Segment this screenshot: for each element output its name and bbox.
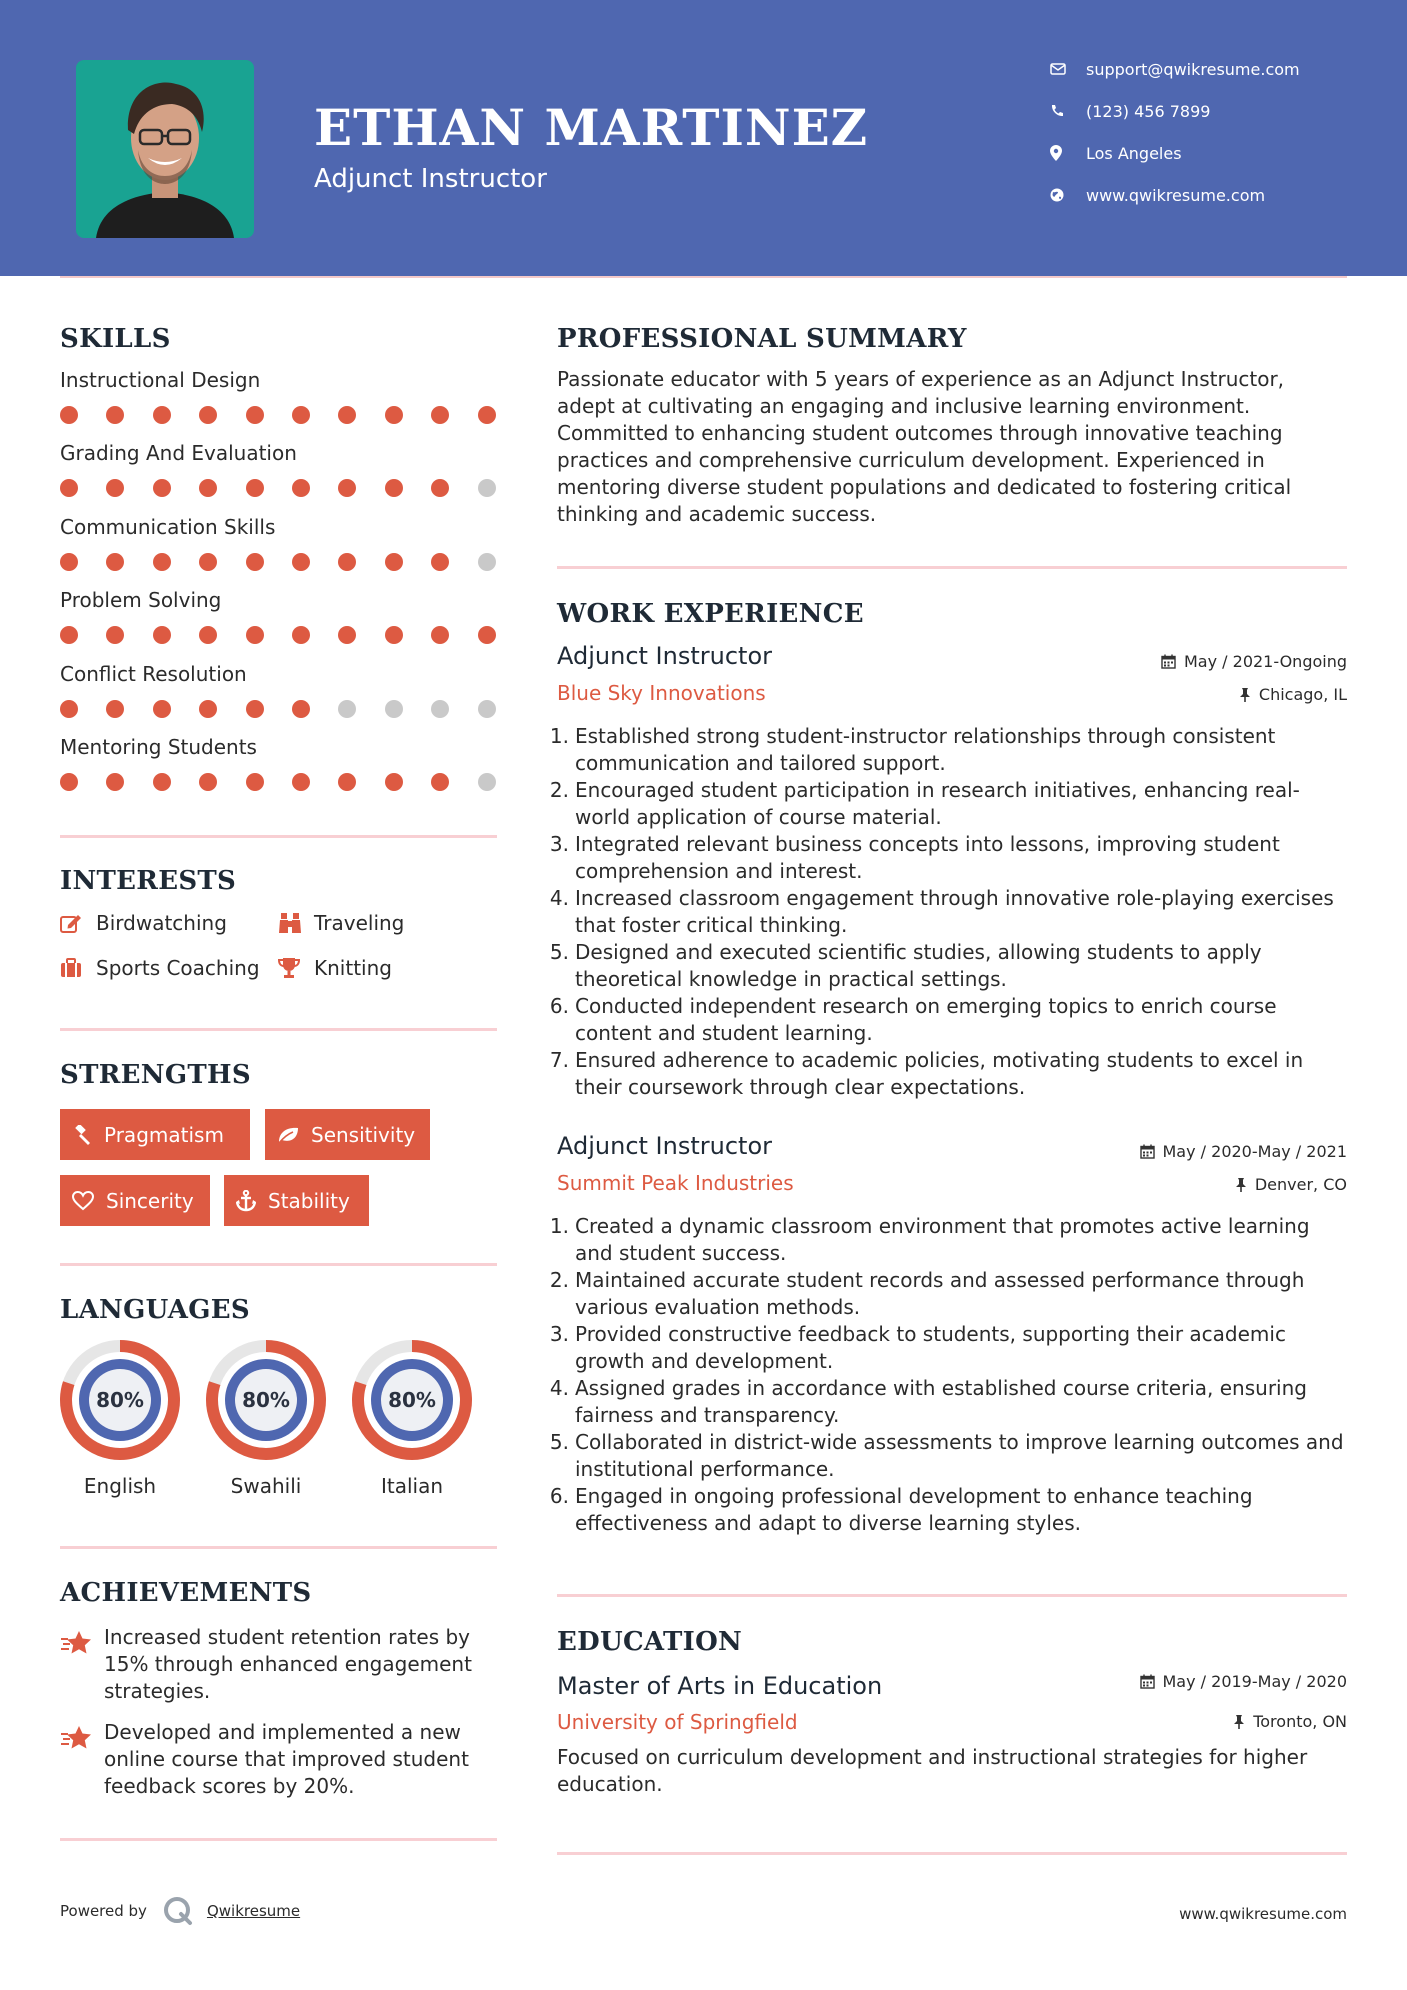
rating-dot-filled (60, 406, 78, 424)
candidate-name: ETHAN MARTINEZ (314, 98, 869, 157)
skill-label: Grading And Evaluation (60, 441, 297, 466)
rating-dot-filled (153, 406, 171, 424)
rating-dot-filled (478, 626, 496, 644)
map-pin-icon (1050, 145, 1086, 161)
bullet-number: 4. (549, 1376, 569, 1400)
language-percent: 80% (96, 1388, 144, 1412)
skill-label: Problem Solving (60, 588, 222, 613)
header-divider (60, 276, 1347, 278)
rating-dot-filled (246, 553, 264, 571)
calendar-icon (1140, 1144, 1155, 1159)
rating-dot-filled (385, 406, 403, 424)
language-gauge (60, 1340, 180, 1464)
bullet-number: 1. (549, 1214, 569, 1238)
skills-heading: SKILLS (60, 324, 171, 354)
bullet-text: Increased classroom engagement through innovative role-playing exercises that foster critical thinking. (575, 886, 1334, 937)
star-icon (60, 1624, 104, 1705)
language-name: Swahili (230, 1474, 302, 1498)
bullet-text: Encouraged student participation in research initiatives, enhancing real-world application of course material. (575, 778, 1300, 829)
contact-website[interactable] (1050, 180, 1380, 210)
section-divider (60, 1838, 497, 1841)
envelope-icon (1050, 63, 1086, 75)
rating-dot-filled (246, 406, 264, 424)
bullet-text: Ensured adherence to academic policies, motivating students to excel in their coursework through clear expectations. (575, 1048, 1304, 1099)
bullet-number: 6. (549, 1484, 569, 1508)
section-divider (60, 1028, 497, 1031)
rating-dot-filled (292, 479, 310, 497)
skill-rating (60, 626, 496, 644)
bullet-text: Provided constructive feedback to students, supporting their academic growth and development. (575, 1322, 1286, 1373)
rating-dot-filled (246, 700, 264, 718)
language-name: Italian (380, 1474, 444, 1498)
rating-dot-filled (385, 479, 403, 497)
rating-dot-filled (292, 406, 310, 424)
bullet-number: 2. (549, 778, 569, 802)
skill-rating (60, 700, 496, 718)
skill-label: Mentoring Students (60, 735, 257, 759)
rating-dot-filled (60, 626, 78, 644)
interest-label: Sports Coaching (96, 956, 260, 980)
rating-dot-filled (199, 626, 217, 644)
job-bullet (548, 831, 1348, 885)
job-dates-text: May / 2020-May / 2021 (1162, 1142, 1347, 1161)
strength-label: Sincerity (106, 1188, 194, 1213)
education-dates (1140, 1672, 1348, 1691)
rating-dot-filled (106, 553, 124, 571)
job-bullets (548, 723, 1348, 1101)
rating-dot-empty (478, 479, 496, 497)
rating-dot-filled (431, 553, 449, 571)
rating-dot-filled (153, 626, 171, 644)
phone-text: (123) 456 7899 (1086, 101, 1211, 121)
rating-dot-filled (338, 406, 356, 424)
rating-dot-empty (431, 700, 449, 718)
bullet-number: 3. (549, 1322, 569, 1346)
calendar-icon (1161, 654, 1176, 669)
rating-dot-filled (431, 406, 449, 424)
rating-dot-filled (338, 773, 356, 791)
rating-dot-filled (106, 479, 124, 497)
rating-dot-filled (199, 479, 217, 497)
language-percent: 80% (242, 1388, 290, 1412)
rating-dot-filled (292, 773, 310, 791)
section-divider (60, 1546, 497, 1549)
section-divider (60, 835, 497, 838)
job-dates (1140, 1142, 1348, 1161)
rating-dot-filled (199, 773, 217, 791)
bullet-text: Created a dynamic classroom environment that promotes active learning and student success. (575, 1214, 1310, 1265)
education-location-text: Toronto, ON (1253, 1712, 1347, 1731)
skill-rating (60, 406, 496, 424)
bullet-text: Established strong student-instructor relationships through consistent communication and tailored support. (575, 724, 1276, 775)
bullet-text: Maintained accurate student records and assessed performance through various evaluation methods. (575, 1268, 1305, 1319)
job-bullets (548, 1213, 1348, 1537)
job-bullet (548, 1047, 1348, 1101)
strength-sensitivity (265, 1109, 430, 1160)
bullet-text: Engaged in ongoing professional development to enhance teaching effectiveness and adapt to diverse learning styles. (575, 1484, 1253, 1535)
section-divider (557, 1594, 1347, 1597)
calendar-icon (1140, 1674, 1155, 1689)
language-gauge (206, 1340, 326, 1464)
rating-dot-filled (199, 553, 217, 571)
job-bullet (548, 1213, 1348, 1267)
location-text: Los Angeles (1086, 143, 1182, 163)
qwikresume-logo-icon (163, 1896, 193, 1926)
rating-dot-filled (385, 773, 403, 791)
strength-stability (224, 1175, 369, 1226)
job-title: Adjunct Instructor (557, 642, 772, 670)
rating-dot-empty (478, 700, 496, 718)
school-name: University of Springfield (557, 1710, 798, 1734)
bullet-number: 5. (549, 940, 569, 964)
interest-sports-coaching (60, 956, 260, 980)
rating-dot-filled (431, 773, 449, 791)
job-bullet (548, 723, 1348, 777)
job-title: Adjunct Instructor (557, 1132, 772, 1160)
skill-rating (60, 773, 496, 791)
job-bullet (548, 1375, 1348, 1429)
rating-dot-filled (60, 700, 78, 718)
rating-dot-empty (385, 700, 403, 718)
job-bullet (548, 939, 1348, 993)
website-text: www.qwikresume.com (1086, 185, 1266, 205)
language-gauge (352, 1340, 472, 1464)
skill-label: Instructional Design (60, 368, 261, 392)
contact-location (1050, 138, 1380, 168)
binoculars-icon (278, 912, 314, 934)
header (0, 0, 1407, 276)
achievement-item (60, 1624, 500, 1705)
education-heading: EDUCATION (557, 1627, 743, 1657)
achievement-text: Increased student retention rates by 15% through enhanced engagement strategies. (104, 1625, 472, 1703)
rating-dot-filled (385, 626, 403, 644)
job-bullet (548, 1321, 1348, 1375)
strength-label: Stability (268, 1188, 350, 1213)
rating-dot-filled (106, 406, 124, 424)
rating-dot-filled (153, 700, 171, 718)
rating-dot-filled (106, 700, 124, 718)
pencil-square-icon (60, 913, 96, 933)
candidate-title: Adjunct Instructor (314, 164, 547, 194)
job-location-text: Chicago, IL (1258, 685, 1347, 704)
interests-heading: INTERESTS (60, 866, 237, 896)
company-name: Summit Peak Industries (557, 1171, 794, 1195)
pushpin-icon (1233, 1714, 1245, 1730)
education-description: Focused on curriculum development and instructional strategies for higher education. (557, 1745, 1308, 1796)
language-donut (60, 1340, 180, 1460)
interest-knitting (278, 956, 392, 980)
language-donut (206, 1340, 326, 1460)
rating-dot-filled (292, 553, 310, 571)
achievement-item (60, 1719, 500, 1800)
rating-dot-filled (106, 626, 124, 644)
rating-dot-filled (106, 773, 124, 791)
language-donut (352, 1340, 472, 1460)
interest-label: Traveling (314, 911, 405, 935)
rating-dot-filled (199, 700, 217, 718)
footer-powered-by (60, 1896, 300, 1926)
strength-pragmatism (60, 1109, 250, 1160)
rating-dot-filled (246, 626, 264, 644)
rating-dot-filled (60, 773, 78, 791)
interest-birdwatching (60, 911, 227, 935)
bullet-text: Designed and executed scientific studies, allowing students to apply theoretical knowledge in practical settings. (575, 940, 1262, 991)
phone-icon (1050, 104, 1086, 118)
rating-dot-filled (60, 479, 78, 497)
strength-sincerity (60, 1175, 210, 1226)
rating-dot-filled (478, 406, 496, 424)
job-dates (1161, 652, 1347, 671)
pushpin-icon (1239, 687, 1251, 703)
rating-dot-filled (338, 626, 356, 644)
bullet-number: 4. (549, 886, 569, 910)
rating-dot-filled (292, 626, 310, 644)
gavel-icon (72, 1125, 92, 1145)
rating-dot-empty (478, 553, 496, 571)
rating-dot-empty (338, 700, 356, 718)
skill-label: Conflict Resolution (60, 661, 247, 686)
language-name: English (83, 1474, 157, 1498)
profile-photo (76, 60, 254, 238)
bullet-number: 3. (549, 832, 569, 856)
rating-dot-filled (153, 553, 171, 571)
skill-rating (60, 479, 496, 497)
degree-title: Master of Arts in Education (557, 1672, 883, 1700)
bullet-number: 1. (549, 724, 569, 748)
job-bullet (548, 885, 1348, 939)
rating-dot-filled (153, 773, 171, 791)
pushpin-icon (1235, 1177, 1247, 1193)
strength-label: Sensitivity (311, 1122, 416, 1147)
job-dates-text: May / 2021-Ongoing (1184, 652, 1347, 671)
section-divider (60, 1263, 497, 1266)
contact-phone[interactable] (1050, 96, 1380, 126)
language-percent: 80% (388, 1388, 436, 1412)
heart-icon (72, 1191, 94, 1211)
strength-label: Pragmatism (104, 1122, 224, 1147)
rating-dot-filled (199, 406, 217, 424)
section-divider (557, 566, 1347, 569)
summary-heading: PROFESSIONAL SUMMARY (557, 324, 967, 354)
globe-icon (1050, 188, 1086, 202)
job-bullet (548, 1267, 1348, 1321)
rating-dot-filled (338, 479, 356, 497)
bullet-number: 2. (549, 1268, 569, 1292)
company-name: Blue Sky Innovations (557, 681, 766, 705)
email-text: support@qwikresume.com (1086, 59, 1300, 79)
bullet-number: 6. (549, 994, 569, 1018)
bullet-number: 7. (549, 1048, 569, 1072)
footer-website[interactable]: www.qwikresume.com (1179, 1905, 1347, 1923)
section-divider (557, 1852, 1347, 1855)
rating-dot-filled (385, 553, 403, 571)
rating-dot-filled (338, 553, 356, 571)
trophy-icon (278, 957, 314, 979)
bullet-text: Integrated relevant business concepts into lessons, improving student comprehension and interest. (575, 832, 1280, 883)
rating-dot-filled (246, 479, 264, 497)
summary-text: Passionate educator with 5 years of experience as an Adjunct Instructor, adept at cultivating an engaging and inclusive learning environment. Committed to enhancing student outcomes through innovative teaching practices and comprehensive curriculum development. Experienced in mentoring diverse student populations and dedicated to fostering critical thinking and academic success. (557, 367, 1292, 526)
anchor-icon (236, 1190, 256, 1212)
powered-by-label: Powered by (60, 1902, 147, 1920)
skill-label: Communication Skills (60, 514, 276, 539)
job-bullet (548, 993, 1348, 1047)
star-icon (60, 1719, 104, 1800)
rating-dot-filled (246, 773, 264, 791)
job-location (1239, 685, 1347, 704)
skill-rating (60, 553, 496, 571)
education-dates-text: May / 2019-May / 2020 (1162, 1672, 1347, 1691)
job-bullet (548, 1483, 1348, 1537)
languages-heading: LANGUAGES (60, 1295, 250, 1325)
bullet-number: 5. (549, 1430, 569, 1454)
job-location-text: Denver, CO (1254, 1175, 1347, 1194)
achievement-text: Developed and implemented a new online course that improved student feedback scores by 20%. (104, 1720, 469, 1798)
rating-dot-filled (431, 479, 449, 497)
strengths-heading: STRENGTHS (60, 1060, 251, 1090)
qwikresume-link[interactable]: Qwikresume (206, 1902, 301, 1920)
achievements-heading: ACHIEVEMENTS (60, 1578, 312, 1608)
bullet-text: Assigned grades in accordance with established course criteria, ensuring fairness and transparency. (575, 1376, 1307, 1427)
education-location (1233, 1712, 1347, 1731)
rating-dot-filled (153, 479, 171, 497)
work-experience-heading: WORK EXPERIENCE (557, 599, 864, 629)
rating-dot-filled (60, 553, 78, 571)
interest-traveling (278, 911, 404, 935)
briefcase-icon (60, 958, 96, 978)
interest-label: Birdwatching (96, 911, 227, 935)
rating-dot-empty (478, 773, 496, 791)
leaf-icon (277, 1126, 299, 1144)
contact-email[interactable] (1050, 54, 1380, 84)
rating-dot-filled (292, 700, 310, 718)
job-bullet (548, 777, 1348, 831)
job-bullet (548, 1429, 1348, 1483)
bullet-text: Conducted independent research on emerging topics to enrich course content and student learning. (575, 994, 1277, 1045)
rating-dot-filled (431, 626, 449, 644)
job-location (1235, 1175, 1347, 1194)
interest-label: Knitting (314, 956, 392, 980)
person-avatar-icon (76, 60, 254, 238)
bullet-text: Collaborated in district-wide assessments to improve learning outcomes and institutional performance. (575, 1430, 1344, 1481)
